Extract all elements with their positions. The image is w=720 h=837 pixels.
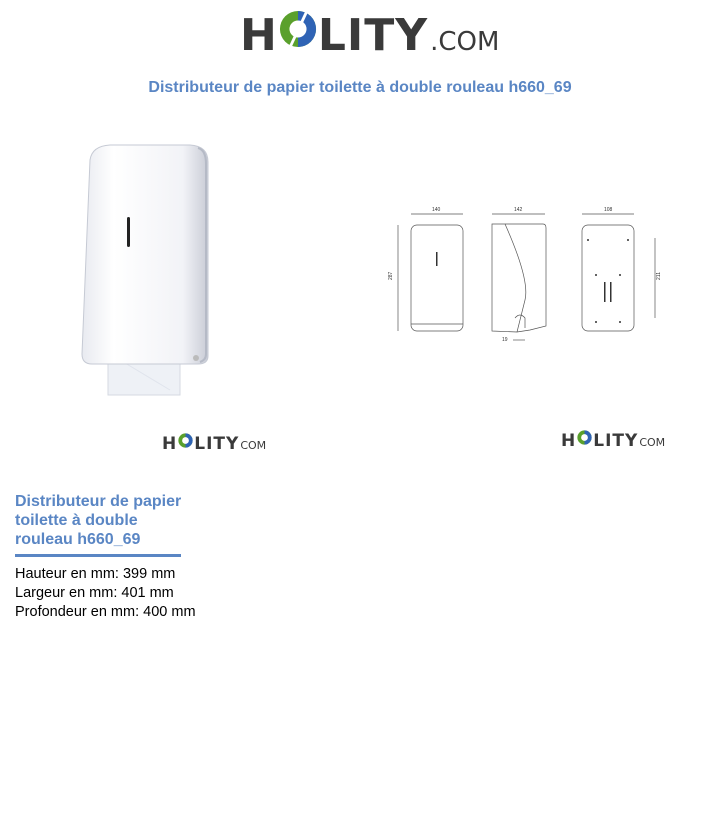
holity-logo-small-left	[162, 434, 266, 454]
dim-height-back: 211	[656, 272, 662, 280]
product-photo	[70, 140, 220, 400]
logo-suffix: COM	[639, 436, 666, 449]
logo-text-right: LITY	[593, 431, 639, 451]
dim-width-front: 140	[432, 207, 441, 213]
page-title: Distributeur de papier toilette à double rouleau h660_69	[148, 79, 572, 96]
holity-logo-small-right	[561, 431, 665, 451]
logo-text-left: H	[240, 10, 278, 61]
logo-suffix: .COM	[430, 27, 500, 57]
dim-bottom-side: 19	[502, 337, 508, 343]
spec-depth: Profondeur en mm: 400 mm	[15, 604, 196, 620]
dim-depth-side: 142	[514, 207, 523, 213]
logo-o-icon	[577, 430, 592, 445]
product-section-title: Distributeur de papier toilette à double rouleau h660_69	[15, 493, 182, 548]
logo-o-icon	[279, 10, 317, 48]
spec-list	[15, 565, 196, 622]
dim-height-front: 287	[388, 271, 394, 280]
logo-text-right: LITY	[194, 434, 240, 454]
spec-height: Hauteur en mm: 399 mm	[15, 566, 176, 582]
technical-drawing	[380, 200, 670, 350]
logo-text-left: H	[162, 434, 178, 454]
logo-text-left: H	[561, 431, 577, 451]
logo-o-icon	[178, 433, 193, 448]
spec-width: Largeur en mm: 401 mm	[15, 585, 174, 601]
logo-text-right: LITY	[317, 10, 429, 61]
logo-suffix: COM	[240, 439, 267, 452]
dim-width-back: 108	[604, 207, 613, 213]
holity-logo-header[interactable]	[240, 12, 499, 60]
section-divider	[15, 554, 181, 557]
